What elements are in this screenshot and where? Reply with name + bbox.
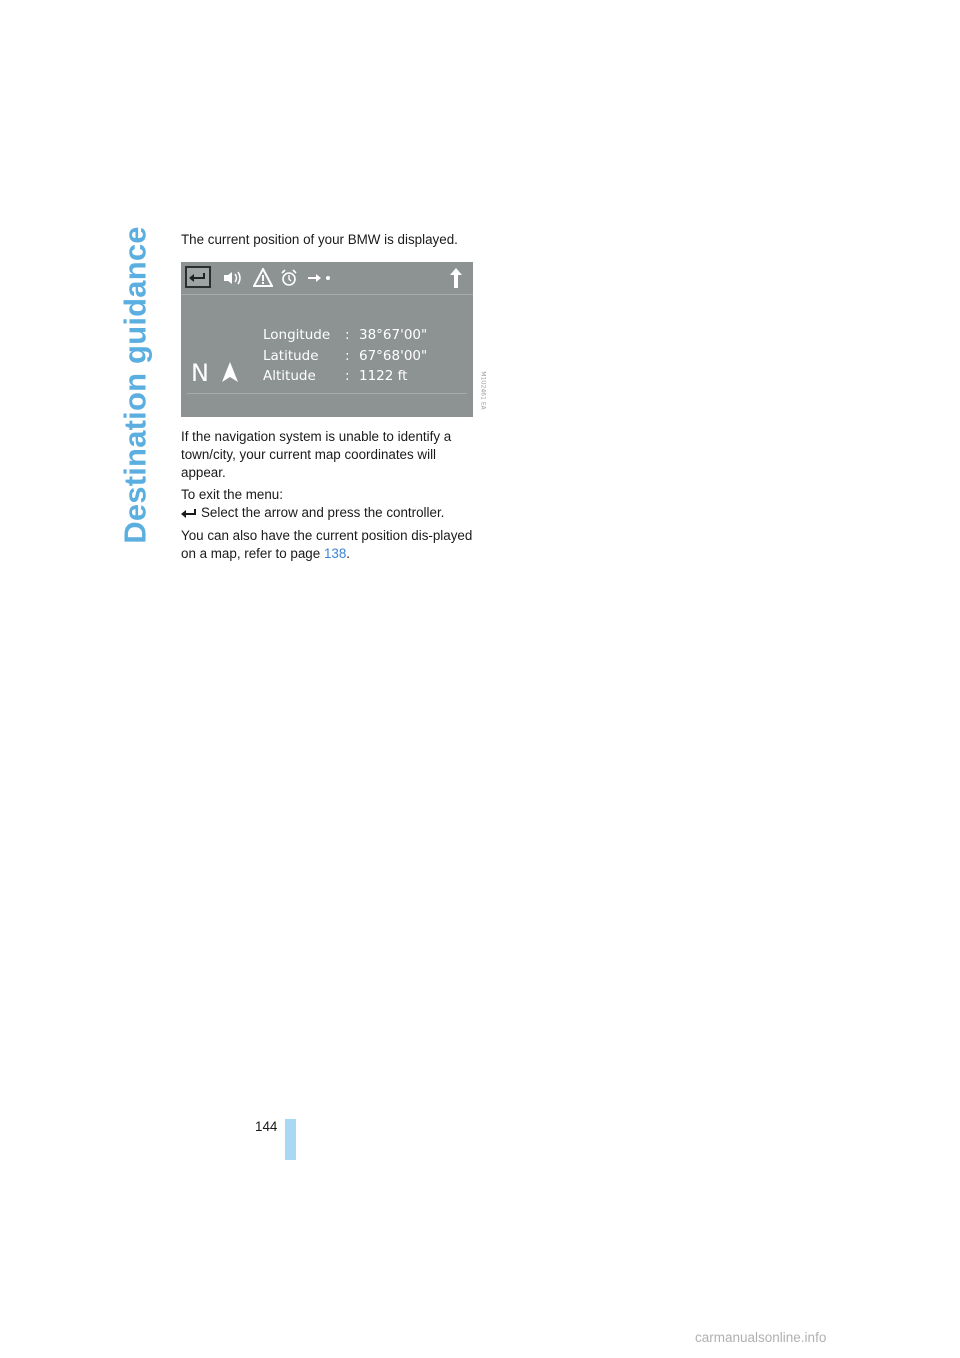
also-paragraph-end: . bbox=[346, 546, 351, 561]
compass-letter: N bbox=[191, 359, 209, 387]
alarm-clock-icon[interactable] bbox=[281, 269, 297, 287]
back-arrow-icon[interactable] bbox=[185, 266, 211, 288]
page-tab-marker bbox=[285, 1119, 296, 1160]
navigation-screen-figure bbox=[181, 262, 473, 417]
latitude-label: Latitude bbox=[263, 348, 319, 364]
longitude-label: Longitude bbox=[263, 327, 331, 343]
latitude-separator: : bbox=[345, 348, 350, 364]
warning-triangle-icon[interactable] bbox=[253, 268, 273, 287]
section-title-text: Destination guidance bbox=[118, 226, 154, 544]
speaker-icon[interactable] bbox=[222, 270, 244, 286]
page-reference-link[interactable]: 138 bbox=[323, 546, 347, 561]
figure-code-text: M1U2461 EA bbox=[479, 370, 487, 410]
exit-step-text: Select the arrow and press the controller. bbox=[201, 505, 445, 520]
north-arrow-icon[interactable] bbox=[449, 267, 463, 289]
altitude-label: Altitude bbox=[263, 368, 316, 384]
exit-step bbox=[181, 504, 481, 522]
also-paragraph bbox=[181, 527, 481, 563]
altitude-separator: : bbox=[345, 368, 350, 384]
route-arrow-icon[interactable] bbox=[307, 272, 333, 284]
altitude-value: 1122 ft bbox=[359, 368, 408, 384]
unable-paragraph: If the navigation system is unable to identify a town/city, your current map coordinates will appear. bbox=[181, 429, 452, 480]
compass-arrow-icon bbox=[221, 361, 239, 383]
also-paragraph-text: You can also have the current position dis-played on a map, refer to page bbox=[181, 528, 473, 561]
screen-bottom-divider bbox=[187, 393, 467, 394]
longitude-separator: : bbox=[345, 327, 350, 343]
back-arrow-icon bbox=[181, 507, 198, 519]
exit-heading: To exit the menu: bbox=[181, 487, 283, 502]
intro-paragraph: The current position of your BMW is displayed. bbox=[181, 232, 458, 247]
footer-watermark: carmanualsonline.info bbox=[695, 1330, 827, 1345]
section-title bbox=[116, 226, 156, 544]
screen-toolbar bbox=[181, 262, 473, 295]
page-number: 144 bbox=[255, 1119, 278, 1134]
longitude-value: 38°67'00" bbox=[359, 327, 428, 343]
latitude-value: 67°68'00" bbox=[359, 348, 428, 364]
figure-code bbox=[477, 362, 489, 418]
